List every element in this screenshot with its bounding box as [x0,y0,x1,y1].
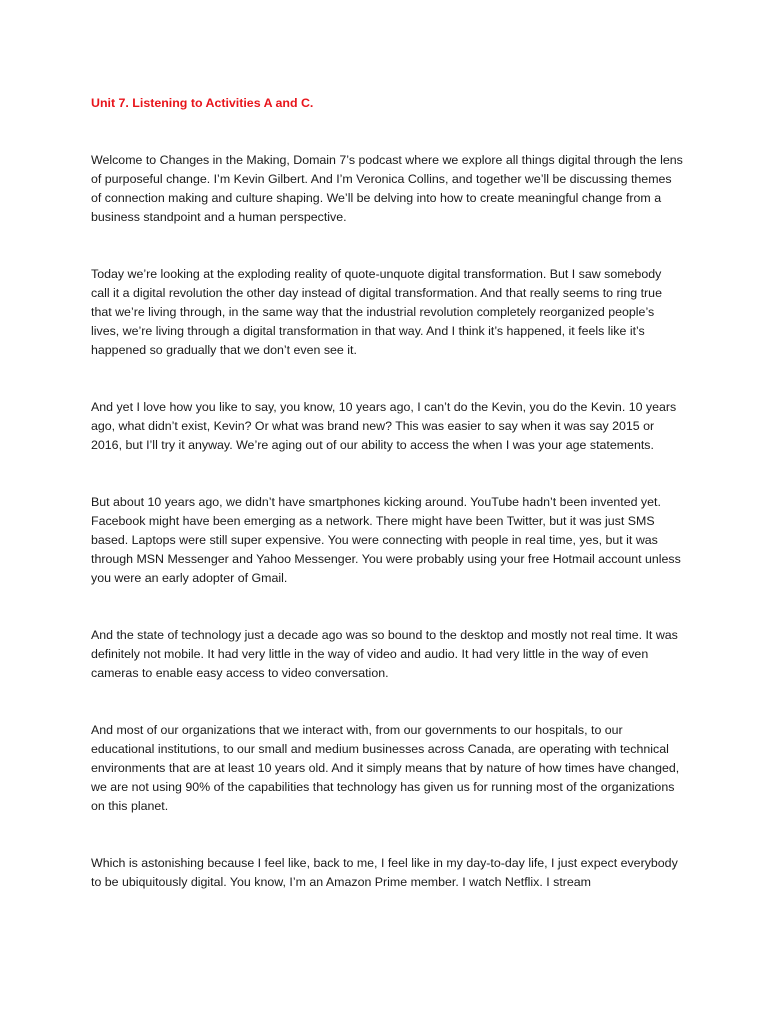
paragraph-7: Which is astonishing because I feel like, back to me, I feel like in my day-to-day life, I just expect everybody to be ubiquitously digital. You know, I’m an Amazon Prime member. I watch Netflix. I stream [91,856,678,889]
paragraph-3: And yet I love how you like to say, you know, 10 years ago, I can’t do the Kevin, you do the Kevin. 10 years ago, what didn’t exist, Kevin? Or what was brand new? This was easier to say when it was say 2015 or 2016, but I’ll try it anyway. We’re aging out of our ability to access the when I was your age statements. [91,400,677,452]
paragraph-2: Today we’re looking at the exploding reality of quote-unquote digital transformation. But I saw somebody call it a digital revolution the other day instead of digital transformation. And that really seems to ring true that we’re living through, in the same way that the industrial revolution completely reorganized people’s lives, we’re living through a digital transformation in that way. And I think it’s happened, it feels like it’s happened so gradually that we don’t even see it. [91,267,662,357]
paragraph-5: And the state of technology just a decade ago was so bound to the desktop and mostly not real time. It was definitely not mobile. It had very little in the way of video and audio. It had very little in the way of even cameras to enable easy access to video conversation. [91,628,678,680]
document-title: Unit 7. Listening to Activities A and C. [91,96,314,110]
paragraph-1: Welcome to Changes in the Making, Domain 7’s podcast where we explore all things digital through the lens of purposeful change. I’m Kevin Gilbert. And I’m Veronica Collins, and together we’ll be discussing themes of connection making and culture shaping. We’ll be delving into how to create meaningful change from a business standpoint and a human perspective. [91,153,683,224]
paragraph-4: But about 10 years ago, we didn’t have smartphones kicking around. YouTube hadn’t been invented yet. Facebook might have been emerging as a network. There might have been Twitter, but it was just SMS based. Laptops were still super expensive. You were connecting with people in real time, yes, but it was through MSN Messenger and Yahoo Messenger. You were probably using your free Hotmail account unless you were an early adopter of Gmail. [91,495,681,585]
paragraph-6: And most of our organizations that we interact with, from our governments to our hospitals, to our educational institutions, to our small and medium businesses across Canada, are operating with technical environments that are at least 10 years old. And it simply means that by nature of how times have changed, we are not using 90% of the capabilities that technology has given us for running most of the organizations on this planet. [91,723,680,813]
document-body [91,94,683,930]
